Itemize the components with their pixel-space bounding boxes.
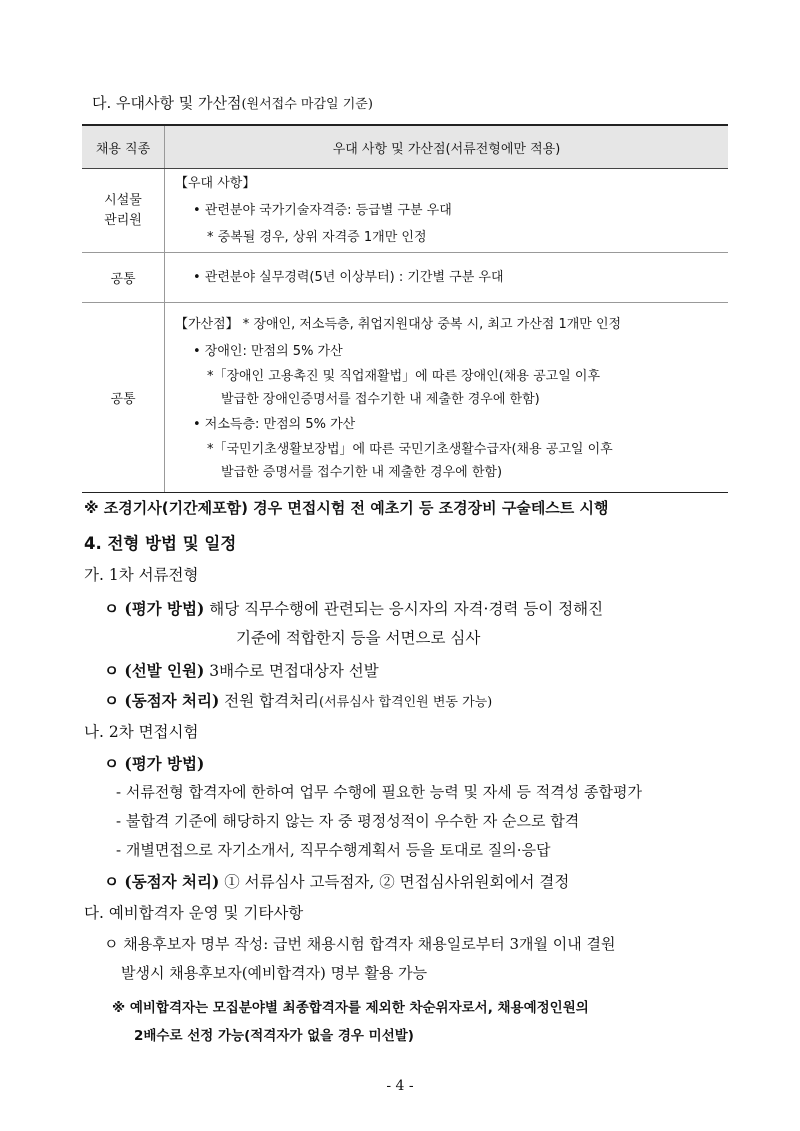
first-round-title: 가. 1차 서류전형 — [84, 566, 199, 584]
bonus-cell — [165, 303, 729, 493]
preference-cell — [165, 253, 729, 303]
table-header-row — [82, 125, 728, 169]
table-row — [82, 169, 728, 253]
preference-title: 【우대 사항】 — [175, 176, 256, 191]
disabled-note-2: 발급한 장애인증명서를 접수기한 내 제출한 경우에 한함) — [221, 392, 540, 407]
preference-bullet: • 관련분야 국가기술자격증: 등급별 구분 우대 — [193, 203, 452, 218]
job-line-2: 관리원 — [104, 212, 142, 228]
first-selection-text: 3배수로 면접대상자 선발 — [209, 662, 379, 680]
first-selection-label: ㅇ (선발 인원) — [104, 661, 205, 680]
section-heading — [92, 92, 373, 113]
job-cell — [82, 169, 165, 253]
second-tie-text: ① 서류심사 고득점자, ② 면접심사위원회에서 결정 — [224, 873, 570, 891]
experience-bullet: • 관련분야 실무경력(5년 이상부터) : 기간별 구분 우대 — [193, 270, 504, 285]
low-income-bullet: • 저소득층: 만점의 5% 가산 — [193, 417, 356, 432]
reserve-note-2: 2배수로 선정 가능(적격자가 없을 경우 미선발) — [134, 1028, 414, 1044]
low-income-note-1: *「국민기초생활보장법」에 따른 국민기초생활수급자(채용 공고일 이후 — [207, 442, 613, 457]
reserve-list-text-1: ㅇ 채용후보자 명부 작성: 급번 채용시험 합격자 채용일로부터 3개월 이내 결원 — [104, 935, 616, 953]
second-tie-label: ㅇ (동점자 처리) — [104, 872, 220, 891]
page-number: - 4 - — [386, 1078, 414, 1094]
second-eval-label: ㅇ (평가 방법) — [104, 754, 205, 773]
second-eval-detail-3: - 개별면접으로 자기소개서, 직무수행계획서 등을 토대로 질의·응답 — [116, 841, 551, 859]
section-heading-main: 다. 우대사항 및 가산점 — [92, 94, 242, 112]
first-eval-method — [104, 597, 603, 619]
first-eval-text-2: 기준에 적합한지 등을 서면으로 심사 — [236, 629, 481, 647]
reserve-list-text-2: 발생시 채용후보자(예비합격자) 명부 활용 가능 — [121, 964, 428, 982]
job-cell: 공통 — [82, 253, 165, 303]
preference-table — [82, 124, 728, 493]
table-row — [82, 253, 728, 303]
low-income-note-2: 발급한 증명서를 접수기한 내 제출한 경우에 한함) — [221, 465, 503, 480]
preference-cell — [165, 169, 729, 253]
first-tie-note: (서류심사 합격인원 변동 가능) — [319, 695, 493, 710]
first-eval-label: ㅇ (평가 방법) — [104, 599, 205, 618]
first-selection — [104, 659, 379, 681]
disabled-bullet: • 장애인: 만점의 5% 가산 — [193, 344, 343, 359]
reserve-title: 다. 예비합격자 운영 및 기타사항 — [84, 904, 304, 922]
first-tie-label: ㅇ (동점자 처리) — [104, 691, 220, 710]
job-line-1: 시설물 — [104, 192, 142, 208]
reserve-note-1: ※ 예비합격자는 모집분야별 최종합격자를 제외한 차순위자로서, 채용예정인원의 — [112, 1000, 589, 1016]
first-tie-text: 전원 합격처리 — [224, 692, 320, 710]
first-eval-text: 해당 직무수행에 관련되는 응시자의 자격·경력 등이 정해진 — [209, 600, 604, 618]
disabled-note-1: *「장애인 고용촉진 및 직업재활법」에 따른 장애인(채용 공고일 이후 — [207, 369, 601, 384]
table-row — [82, 303, 728, 493]
header-preference: 우대 사항 및 가산점(서류전형에만 적용) — [165, 125, 729, 169]
second-round-title: 나. 2차 면접시험 — [84, 723, 199, 741]
header-job-type: 채용 직종 — [82, 125, 165, 169]
job-cell: 공통 — [82, 303, 165, 493]
section-heading-note: (원서접수 마감일 기준) — [241, 97, 373, 112]
second-eval-detail-1: - 서류전형 합격자에 한하여 업무 수행에 필요한 능력 및 자세 등 적격성 종합평가 — [116, 783, 642, 801]
bonus-title: 【가산점】 * 장애인, 저소득층, 취업지원대상 중복 시, 최고 가산점 1개만 인정 — [175, 317, 622, 332]
preference-note: * 중복될 경우, 상위 자격증 1개만 인정 — [207, 230, 427, 245]
second-eval-detail-2: - 불합격 기준에 해당하지 않는 자 중 평정성적이 우수한 자 순으로 합격 — [116, 812, 580, 830]
first-tie — [104, 689, 492, 711]
landscaping-notice: ※ 조경기사(기간제포함) 경우 면접시험 전 예초기 등 조경장비 구술테스트 시행 — [84, 499, 609, 517]
second-tie — [104, 870, 569, 892]
section-4-title: 4. 전형 방법 및 일정 — [84, 534, 237, 553]
